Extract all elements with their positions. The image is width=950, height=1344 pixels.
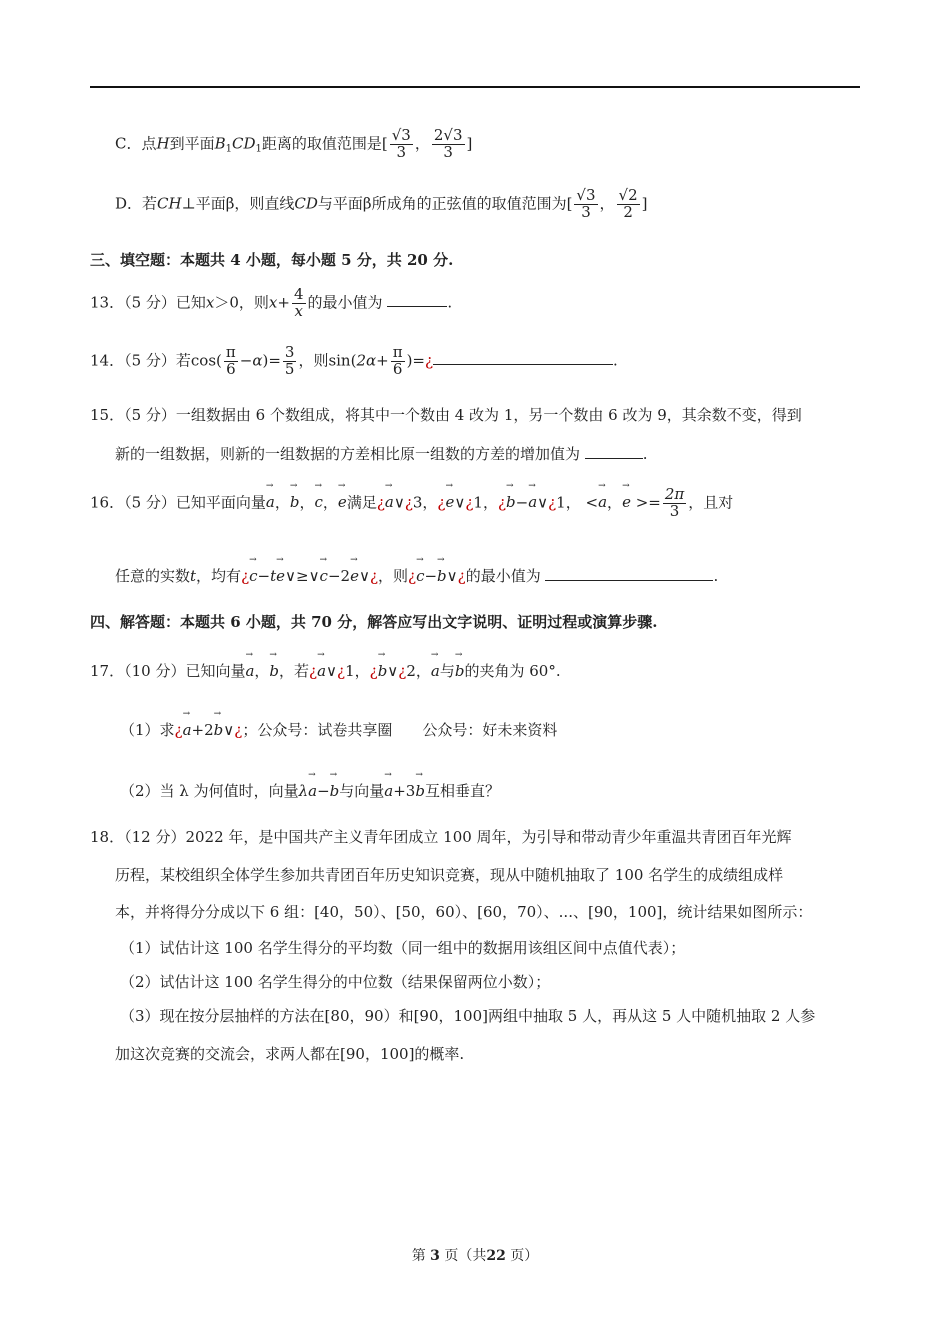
answer-blank xyxy=(545,580,713,581)
question-17: 17．（10 分）已知向量→ a，→ b，若¿→ a∨¿1，¿→ b∨¿2，→ a与→ b的夹角为 60°. xyxy=(90,658,950,681)
header-rule xyxy=(90,86,860,88)
question-18-part-3-cont: 加这次竞赛的交流会，求两人都在[90，100]的概率. xyxy=(115,1045,465,1063)
question-15-line-2: 新的一组数据，则新的一组数据的方差相比原一组数的方差的增加值为 . xyxy=(115,445,648,463)
option-d: D．若CH⊥平面β，则直线CD与平面β所成角的正弦值的取值范围为[ $\frac{√3}{3}$ ， $\frac{√2}{2}$ ] xyxy=(115,186,648,221)
question-17-part-2: （2）当 λ 为何值时，向量λ→ a−→ b与向量→ a+3→ b互相垂直？ xyxy=(120,778,950,801)
option-c: C．点H到平面$B_1CD_1$距离的取值范围是[ $\frac{√3}{3}$ ， $\frac{2√3}{3}$ ] xyxy=(115,126,473,161)
question-18-line-2: 历程，某校组织全体学生参加共青团百年历史知识竞赛，现从中随机抽取了 100 名学生的成绩组成样 xyxy=(115,866,784,884)
question-15-line-1: 15．（5 分）一组数据由 6 个数组成，将其中一个数由 4 改为 1，另一个数由 6 改为 9，其余数不变，得到 xyxy=(90,406,802,424)
answer-blank xyxy=(433,364,613,365)
answer-blank xyxy=(585,458,643,459)
section-4-heading: 四、解答题：本题共 6 小题，共 70 分，解答应写出文字说明、证明过程或演算步骤. xyxy=(90,613,658,631)
question-16-line-1: 16．（5 分）已知平面向量→ a，→ b，→ c，→ e满足¿→ a∨¿3，¿→ e∨¿1，¿→ b−→ a∨¿1， <→ a，→ e >= $\frac{2\pi}{3}$ ，且对 xyxy=(90,487,950,520)
question-14: 14．（5 分）若cos( $\frac{\pi}{6}$ −α)= $\frac{3}{5}$ ，则sin(2α+ $\frac{\pi}{6}$ )=¿ . xyxy=(90,343,618,378)
answer-blank xyxy=(387,306,447,307)
page-footer: 第 3 页（共22 页） xyxy=(411,1248,539,1264)
question-13: 13．（5 分）已知x＞0，则x+ $\frac{4}{x}$ 的最小值为 . xyxy=(90,285,453,320)
question-18-part-3: （3）现在按分层抽样的方法在[80，90）和[90，100]两组中抽取 5 人，再从这 5 人中随机抽取 2 人参 xyxy=(120,1007,816,1025)
question-18-line-1: 18．（12 分）2022 年，是中国共产主义青年团成立 100 周年，为引导和带动青少年重温共青团百年光辉 xyxy=(90,828,792,846)
question-17-part-1: （1）求¿→ a+2→ b∨¿；公众号：试卷共享圈 公众号：好未来资料 xyxy=(120,717,950,740)
section-3-heading: 三、填空题：本题共 4 小题，每小题 5 分，共 20 分. xyxy=(90,251,454,269)
question-18-part-2: （2）试估计这 100 名学生得分的中位数（结果保留两位小数）； xyxy=(120,973,551,991)
question-18-part-1: （1）试估计这 100 名学生得分的平均数（同一组中的数据用该组区间中点值代表）； xyxy=(120,939,686,957)
question-18-line-3: 本，并将得分分成以下 6 组：[40，50）、[50，60）、[60，70）、...、[90，100]，统计结果如图所示： xyxy=(115,903,813,921)
question-16-line-2: 任意的实数t，均有¿→ c−t→ e∨≥∨→ c−2→ e∨¿，则¿→ c−→ b∨¿的最小值为 . xyxy=(115,563,950,586)
